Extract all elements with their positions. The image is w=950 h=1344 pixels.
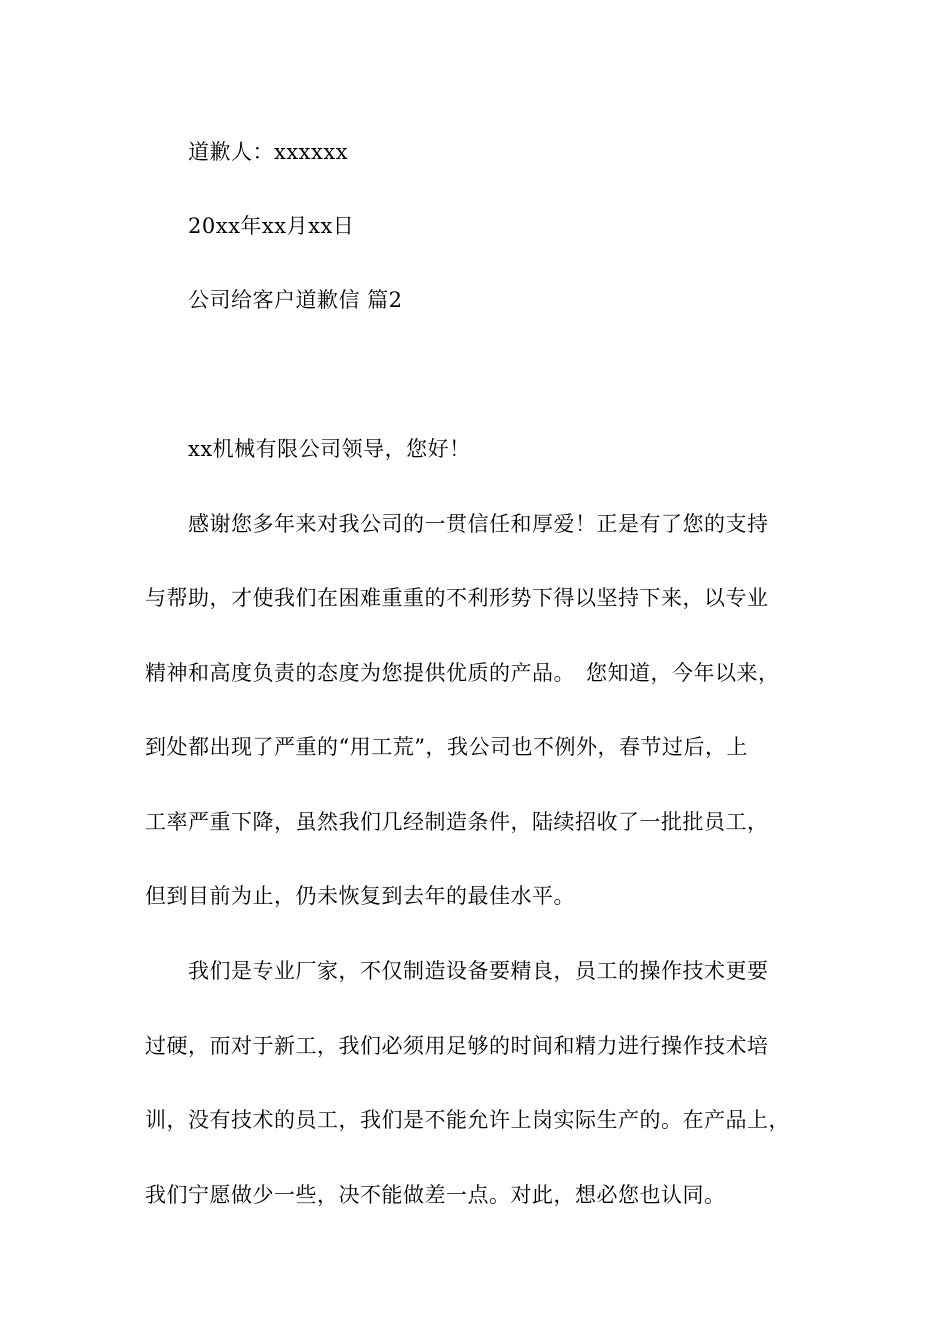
- paragraph2-line: 我们是专业厂家，不仅制造设备要精良，员工的操作技术更要: [188, 959, 769, 983]
- paragraph1-line: 工率严重下降，虽然我们几经制造条件，陆续招收了一批批员工，: [145, 810, 769, 834]
- salutation: xx机械有限公司领导，您好！: [188, 437, 471, 461]
- paragraph2-line: 过硬，而对于新工，我们必须用足够的时间和精力进行操作技术培: [145, 1034, 769, 1058]
- paragraph2-line: 我们宁愿做少一些，决不能做差一点。对此，想必您也认同。: [145, 1183, 726, 1207]
- paragraph1-line: 精神和高度负责的态度为您提供优质的产品。 您知道，今年以来，: [145, 661, 780, 685]
- date-line: 20xx年xx月xx日: [188, 214, 355, 238]
- paragraph1-line: 与帮助，才使我们在困难重重的不利形势下得以坚持下来，以专业: [145, 586, 769, 610]
- paragraph1-line: 但到目前为止，仍未恢复到去年的最佳水平。: [145, 884, 575, 908]
- paragraph1-line: 到处都出现了严重的“用工荒”，我公司也不例外，春节过后，上: [145, 735, 748, 759]
- paragraph1-line: 感谢您多年来对我公司的一贯信任和厚爱！正是有了您的支持: [188, 512, 769, 536]
- paragraph2-line: 训，没有技术的员工，我们是不能允许上岗实际生产的。在产品上，: [145, 1108, 790, 1132]
- section-title: 公司给客户道歉信 篇2: [188, 288, 403, 312]
- apologizer-line: 道歉人：xxxxxx: [188, 140, 349, 164]
